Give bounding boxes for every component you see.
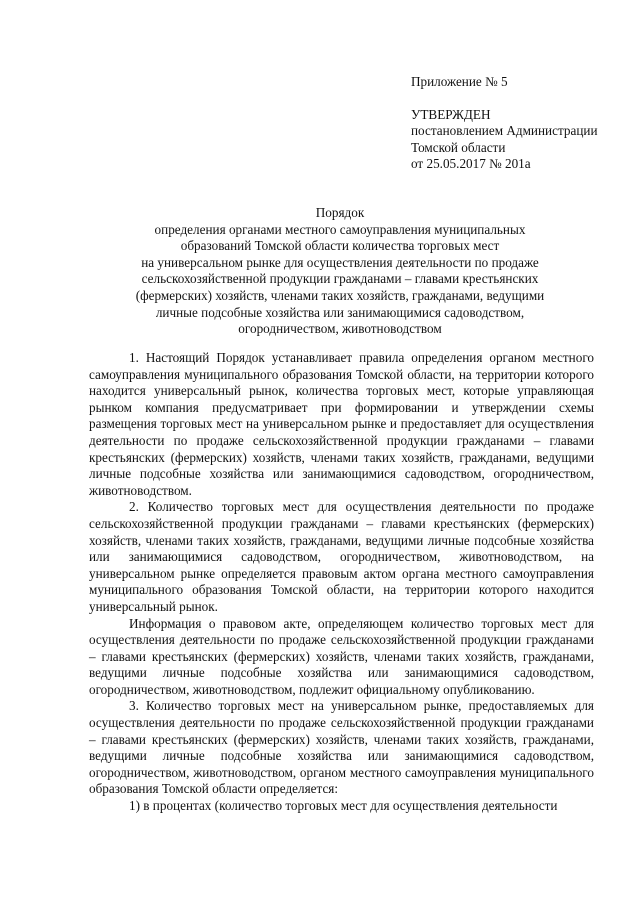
title-line: на универсальном рынке для осуществления деятельности по продаже	[141, 254, 539, 270]
title-line: Порядок	[315, 205, 365, 220]
paragraph-2: 2. Количество торговых мест для осуществления деятельности по продаже сельскохозяйственной продукции гражданами – главами крестьянских (фермерских) хозяйств, членами таких хозяйств, гражданами, ведущими личные подсобные хозяйства или занимающимися садоводством, огородничеством, животноводством, на универсальном рынке определяется правовым актом органа местного самоуправления муниципального образования Томской области, на территории которого находится универсальный рынок.	[89, 499, 594, 614]
title-line: определения органами местного самоуправления муниципальных	[154, 221, 526, 237]
title-line: огородничеством, животноводством	[238, 321, 442, 337]
paragraph-3: 3. Количество торговых мест на универсальном рынке, предоставляемых для осуществления деятельности по продаже сельскохозяйственной продукции гражданами – главами крестьянских (фермерских) хозяйств, членами таких хозяйств, гражданами, ведущими личные подсобные хозяйства или занимающимися садоводством, огородничеством, животноводством, органом местного самоуправления муниципального образования Томской области определяется:	[89, 698, 594, 797]
title-line: личные подсобные хозяйства или занимающимися садоводством,	[155, 304, 525, 320]
approved-date: от 25.05.2017 № 201а	[411, 156, 531, 172]
title-line: сельскохозяйственной продукции гражданами – главами крестьянских	[141, 271, 539, 287]
approved-by-line-2: Томской области	[411, 139, 506, 155]
approved-heading: УТВЕРЖДЕН	[411, 106, 491, 122]
approval-block	[411, 74, 626, 173]
title-line: образований Томской области количества торговых мест	[180, 238, 500, 254]
title-line: (фермерских) хозяйств, членами таких хозяйств, гражданами, ведущими	[135, 287, 545, 303]
spacer	[411, 91, 626, 107]
document-body	[89, 350, 594, 815]
appendix-label: Приложение № 5	[411, 74, 508, 89]
document-title	[88, 205, 592, 338]
paragraph-information: Информация о правовом акте, определяющем количество торговых мест для осуществления деятельности по продаже сельскохозяйственной продукции гражданами – главами крестьянских (фермерских) хозяйств, членами таких хозяйств, гражданами, ведущими личные подсобные хозяйства или занимающимися садоводством, огородничеством, животноводством, подлежит официальному опубликованию.	[89, 615, 594, 697]
paragraph-1: 1. Настоящий Порядок устанавливает правила определения органом местного самоуправления муниципального образования Томской области, на территории которого находится универсальный рынок, количества торговых мест, которые управляющая рынком компания предусматривает при формировании и утверждении схемы размещения торговых мест на универсальном рынке и предоставляет для осуществления деятельности по продаже сельскохозяйственной продукции гражданами – главами крестьянских (фермерских) хозяйств, членами таких хозяйств, гражданами, ведущими личные подсобные хозяйства или занимающимися садоводством, огородничеством, животноводством.	[89, 350, 594, 498]
approved-by-line-1: постановлением Администрации	[411, 123, 598, 139]
paragraph-3-item-1: 1) в процентах (количество торговых мест для осуществления деятельности	[129, 798, 558, 814]
